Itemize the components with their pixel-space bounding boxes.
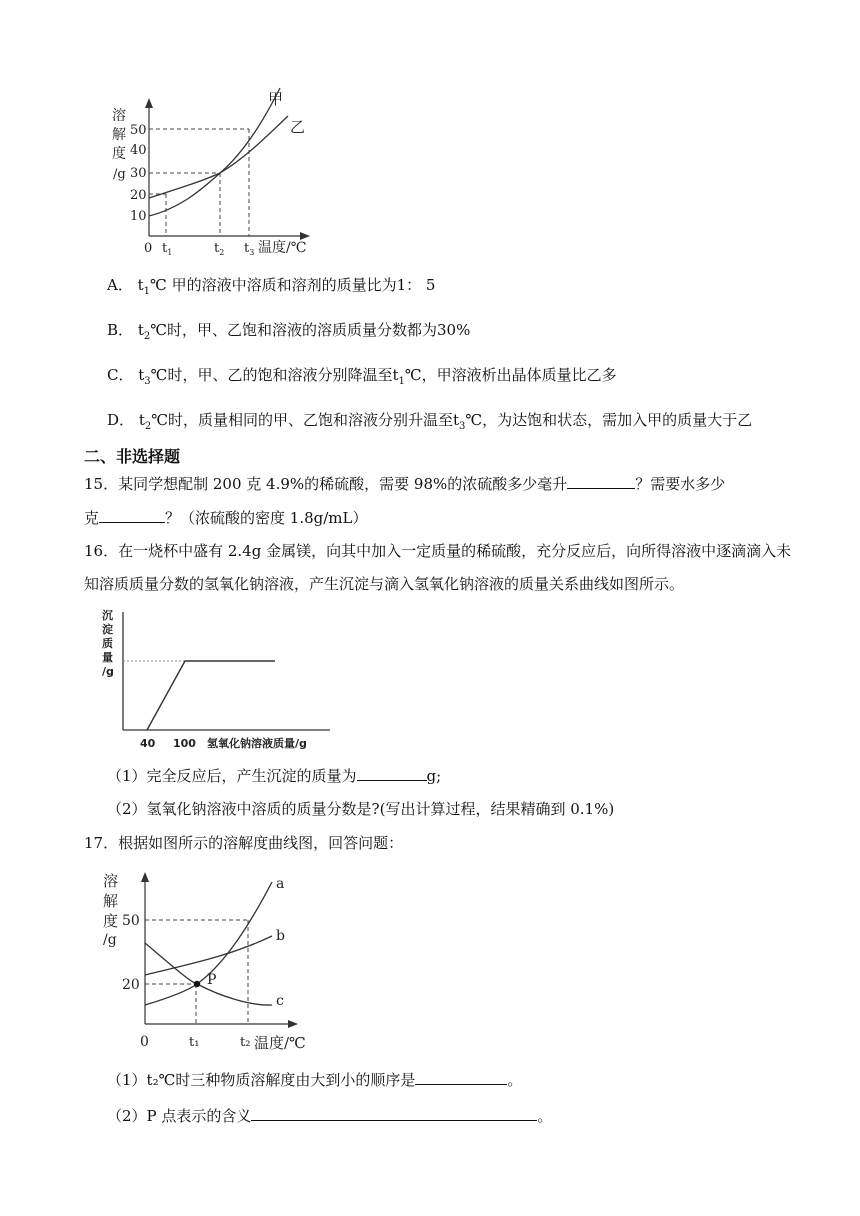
option-var: t: [137, 321, 144, 339]
y-axis-label-char: 度: [112, 146, 126, 162]
y-tick-label: 20: [130, 188, 147, 203]
x-tick-label: $t_2$: [214, 241, 225, 257]
x-axis-label: 温度/℃: [258, 240, 307, 256]
question-text: （1）t₂℃时三种物质溶解度由大到小的顺序是: [107, 1071, 416, 1089]
option-var: t: [137, 276, 144, 294]
option-letter: D．: [107, 411, 135, 429]
precipitate-chart: [100, 604, 340, 754]
point-label: P: [207, 972, 217, 988]
question-text: ？需要水多少: [635, 475, 726, 493]
option-text: ℃时，甲、乙的饱和溶液分别降温至t: [150, 366, 399, 384]
question-17-line1: 17．根据如图所示的溶解度曲线图，回答问题：: [84, 834, 404, 852]
curve-label-yi: 乙: [290, 118, 306, 136]
answer-blank[interactable]: [251, 1104, 537, 1121]
option-text: ℃ 甲的溶液中溶质和溶剂的质量比为1： 5: [150, 276, 436, 294]
x-axis-label: 温度/℃: [254, 1034, 306, 1052]
y-axis-label-char: 质: [102, 637, 113, 650]
question-text: （2）P 点表示的含义: [107, 1107, 252, 1125]
question-15-line1: [84, 472, 725, 495]
y-axis-label-char: 沉: [102, 609, 113, 622]
option-sub: 2: [143, 331, 151, 342]
answer-blank[interactable]: [567, 472, 635, 489]
option-letter: A．: [107, 276, 133, 294]
y-tick-label: 50: [130, 123, 147, 138]
question-text: 。: [507, 1071, 523, 1089]
curve-jia: [149, 88, 280, 216]
question-text: 克: [84, 509, 100, 527]
question-17-sub1: [107, 1068, 522, 1091]
question-text: （1）完全反应后，产生沉淀的质量为: [107, 767, 357, 785]
y-axis-label-char: 解: [103, 892, 119, 910]
y-axis-label-char: 度: [103, 912, 119, 930]
question-text: g;: [426, 767, 442, 785]
question-text: 15．某同学想配制 200 克 4.9%的稀硫酸，需要 98%的浓硫酸多少毫升: [84, 475, 568, 493]
option-sub: 3: [144, 376, 151, 387]
y-tick-label: 30: [130, 166, 147, 181]
option-b: [107, 319, 470, 348]
option-sub: 3: [459, 421, 466, 432]
solubility-chart-1: [100, 86, 320, 258]
x-tick-label: $t_1$: [162, 241, 173, 257]
y-axis-label-char: 溶: [103, 872, 119, 890]
origin-label: 0: [140, 1034, 149, 1050]
option-var: t: [138, 366, 145, 384]
option-sub: 1: [143, 286, 151, 297]
x-axis-label: 氢氧化钠溶液质量/g: [207, 737, 307, 750]
question-16-sub2: （2）氢氧化钠溶液中溶质的质量分数是?(写出计算过程，结果精确到 0.1%): [107, 800, 615, 818]
option-sub: 2: [144, 421, 152, 432]
option-d: [107, 409, 752, 438]
option-text: ℃，为达饱和状态，需加入甲的质量大于乙: [465, 411, 753, 429]
curve-label-a: a: [276, 876, 285, 892]
y-tick-label: 40: [130, 143, 147, 158]
y-axis-label-char: 溶: [112, 108, 126, 124]
solubility-chart-2: [100, 864, 310, 1054]
y-tick-label: 20: [122, 977, 140, 993]
curve-b: [145, 936, 272, 975]
x-tick-label: 100: [173, 737, 196, 750]
y-tick-label: 50: [122, 913, 140, 929]
question-16-line2: 知溶质质量分数的氢氧化钠溶液，产生沉淀与滴入氢氧化钠溶液的质量关系曲线如图所示。: [84, 575, 685, 593]
answer-blank[interactable]: [99, 506, 165, 523]
curve-label-c: c: [276, 993, 284, 1009]
answer-blank[interactable]: [415, 1068, 507, 1085]
question-17-sub2: [107, 1104, 552, 1127]
question-16-line1: 16．在一烧杯中盛有 2.4g 金属镁，向其中加入一定质量的稀硫酸，充分反应后，向所得溶液中逐滴滴入未: [84, 542, 792, 560]
x-tick-label: 40: [140, 737, 156, 750]
question-16-sub1: [107, 764, 441, 787]
y-axis-label-char: 量: [102, 651, 113, 664]
curve-yi: [149, 116, 288, 198]
option-letter: B．: [107, 321, 134, 339]
question-text: 。: [537, 1107, 553, 1125]
origin-label: 0: [144, 241, 153, 256]
x-tick-label: $t_3$: [244, 241, 255, 257]
intersection-point: [194, 981, 200, 987]
section-heading: 二、非选择题: [84, 447, 181, 466]
x-tick-label: t₂: [240, 1035, 251, 1050]
y-axis-label-char: 淀: [102, 623, 113, 636]
x-tick-label: t₁: [189, 1035, 200, 1050]
curve-label-jia: 甲: [268, 90, 284, 108]
y-axis-label-char: /g: [102, 665, 114, 678]
y-axis-label-char: 解: [112, 127, 126, 143]
curve-label-b: b: [276, 928, 285, 944]
y-tick-label: 10: [130, 209, 147, 224]
y-axis-label-char: /g: [103, 932, 117, 948]
option-letter: C．: [107, 366, 134, 384]
option-a: [107, 274, 435, 303]
option-text: ℃时，甲、乙饱和溶液的溶质质量分数都为30%: [150, 321, 471, 339]
y-axis-label-char: /g: [113, 167, 126, 182]
option-text: ℃，甲溶液析出晶体质量比乙多: [404, 366, 617, 384]
option-sub: 1: [398, 376, 405, 387]
precipitate-curve: [147, 661, 275, 730]
question-15-line2: [84, 506, 367, 529]
answer-blank[interactable]: [357, 764, 427, 781]
option-c: [107, 364, 617, 393]
option-text: ℃时，质量相同的甲、乙饱和溶液分别升温至t: [151, 411, 460, 429]
option-var: t: [138, 411, 145, 429]
question-text: ？（浓硫酸的密度 1.8g/mL）: [165, 509, 368, 527]
